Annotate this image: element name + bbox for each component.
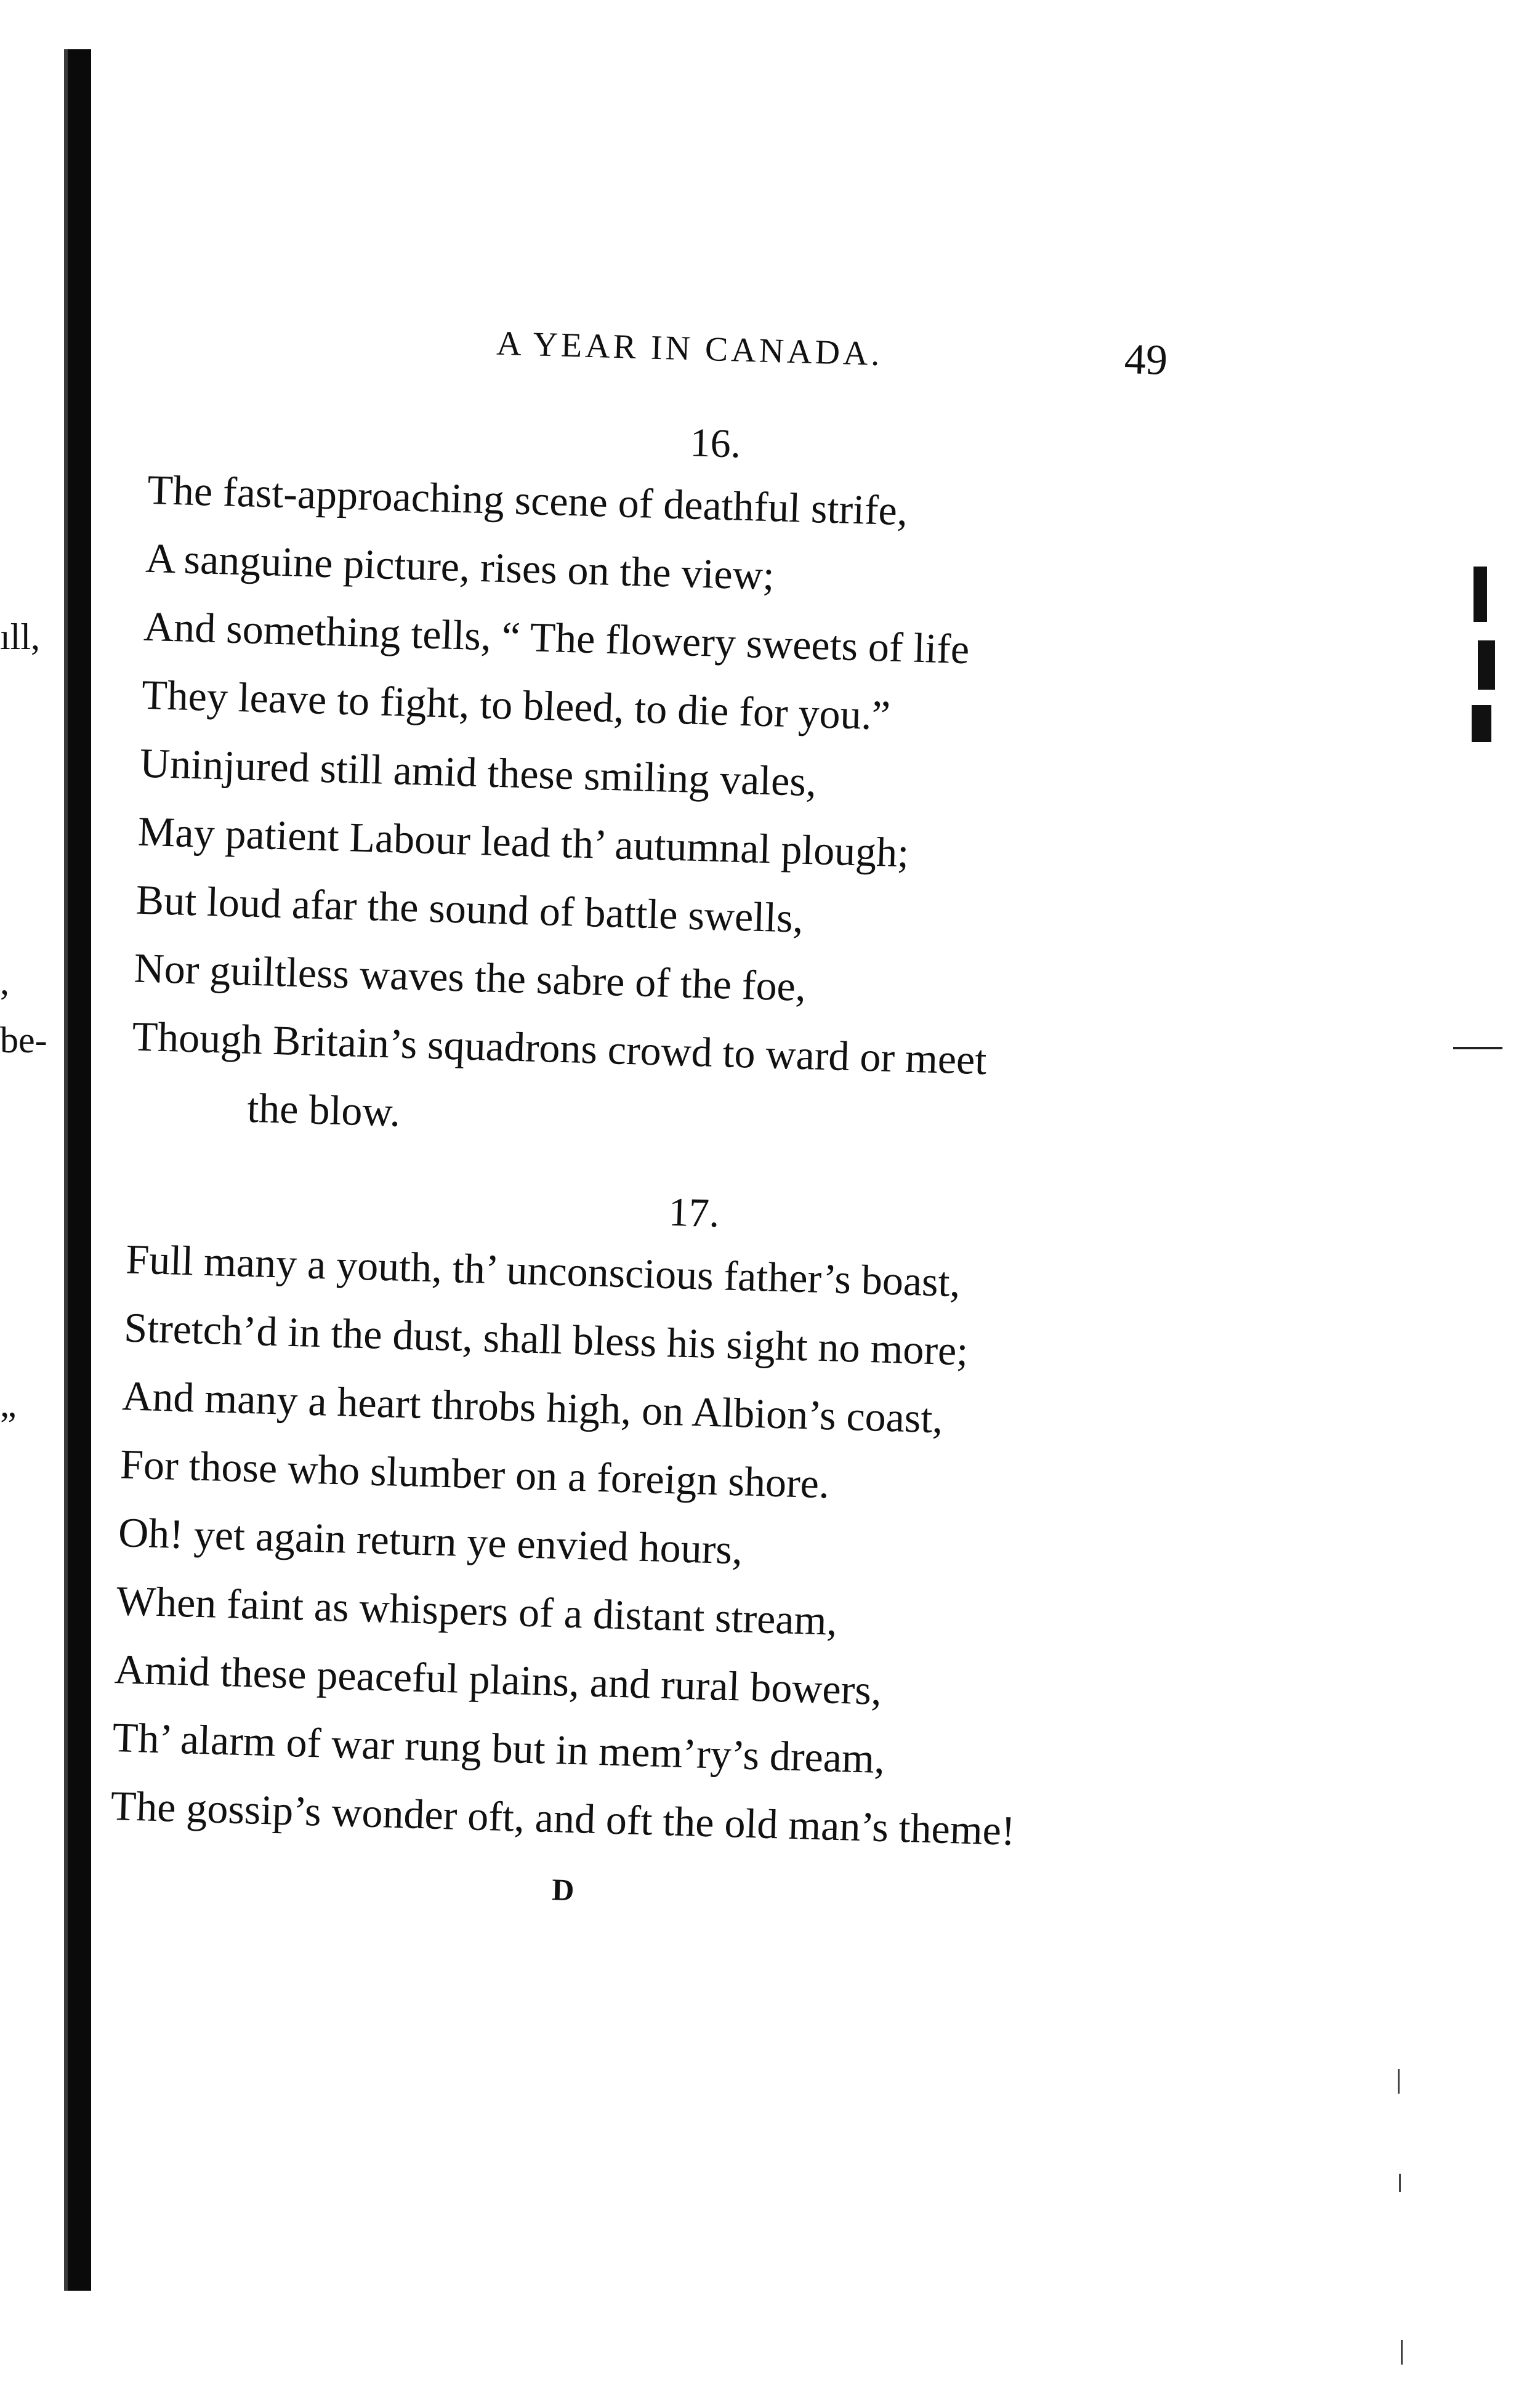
stanza-number: 16.: [689, 420, 742, 467]
fragment-text: ”: [0, 1405, 17, 1445]
page-number: 49: [1123, 336, 1169, 385]
verse-line: They leave to fight, to bleed, to die for you.”: [141, 671, 891, 739]
verse-line: And something tells, “ The flowery sweets of life: [143, 602, 970, 673]
verse-line: For those who slumber on a foreign shore.: [119, 1440, 830, 1507]
running-title: A YEAR IN CANADA.: [496, 324, 884, 374]
verse-line: And many a heart throbs high, on Albion’s coast,: [121, 1372, 944, 1442]
verse-line: May patient Labour lead th’ autumnal plough;: [137, 807, 910, 876]
bleed-through-mark: [1472, 705, 1491, 742]
bleed-through-mark: [1478, 640, 1495, 690]
bleed-through-tick: [1398, 2069, 1400, 2094]
signature-mark: D: [551, 1872, 575, 1908]
verse-line: Th’ alarm of war rung but in mem’ry’s dream,: [111, 1714, 885, 1783]
previous-page-fragments: [0, 0, 62, 2388]
book-gutter: [68, 49, 91, 2291]
bleed-through-rule: [1453, 1047, 1502, 1049]
page-header: [151, 296, 1249, 400]
verse-line: Though Britain’s squadrons crowd to ward or meet: [131, 1012, 988, 1084]
bleed-through-mark: [1473, 567, 1487, 622]
stanza-number: 17.: [667, 1189, 720, 1236]
book-page: [104, 259, 1249, 2075]
verse-line-continuation: the blow.: [246, 1084, 401, 1136]
stanza-17: [110, 1169, 1224, 1870]
bleed-through-tick: [1399, 2174, 1401, 2192]
verse-line: Amid these peaceful plains, and rural bowers,: [113, 1645, 882, 1714]
fragment-text: ,: [0, 961, 9, 1002]
verse-line: Nor guiltless waves the sabre of the foe,: [133, 944, 807, 1010]
verse-line: Stretch’d in the dust, shall bless his sight no more;: [123, 1304, 969, 1374]
stanza-16: [129, 400, 1246, 1169]
fragment-text: be-: [0, 1020, 47, 1060]
fragment-text: ıll,: [0, 616, 41, 657]
verse-line: Uninjured still amid these smiling vales,: [139, 739, 817, 805]
verse-line: When faint as whispers of a distant stream,: [116, 1577, 838, 1644]
verse-line: Full many a youth, th’ unconscious father’s boast,: [125, 1235, 961, 1306]
verse-line: The fast-approaching scene of deathful strife,: [147, 466, 908, 534]
verse-line: Oh! yet again return ye envied hours,: [118, 1509, 743, 1573]
verse-line: But loud afar the sound of battle swells,: [135, 876, 804, 942]
verse-line: The gossip’s wonder oft, and oft the old man’s theme!: [110, 1782, 1016, 1855]
verse-line: A sanguine picture, rises on the view;: [145, 534, 775, 599]
bleed-through-tick: [1401, 2340, 1403, 2365]
